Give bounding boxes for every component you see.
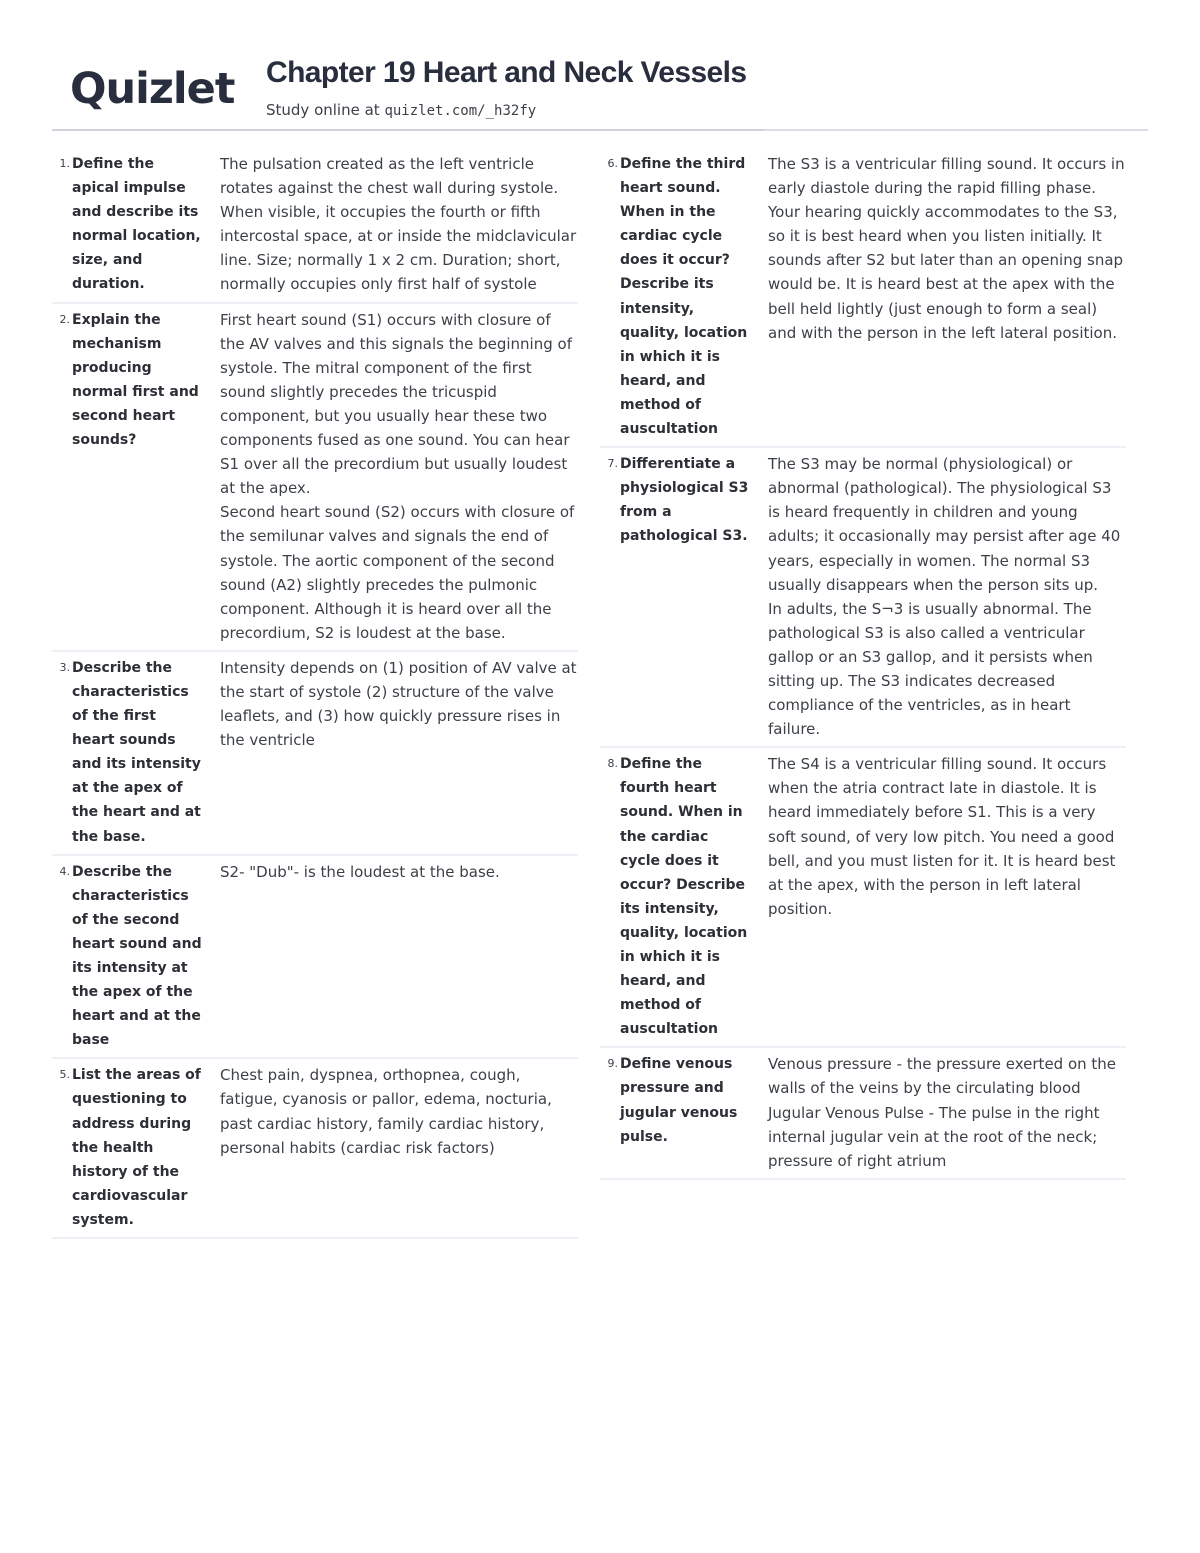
card-definition: The S3 may be normal (physiological) or abnormal (pathological). The physiological S3 is heard frequently in children and young adults; it occasionally may persist after age 40 years, especially in women. The normal S3 usually disappears when the person sits up. In adults, the S¬3 is usually abnormal. The pathological S3 is also called a ventricular gallop or an S3 gallop, and it persists when sitting up. The S3 indicates decreased compliance of the ventricles, as in heart failure. <box>768 455 1121 739</box>
flashcard-2 <box>52 304 578 652</box>
card-term: Describe the characteristics of the second heart sound and its intensity at the apex of the heart and at the base <box>72 863 202 1049</box>
card-definition: Intensity depends on (1) position of AV valve at the start of systole (2) structure of the valve leaflets, and (3) how quickly pressure rises in the ventricle <box>220 658 577 750</box>
card-term: List the areas of questioning to address during the health history of the cardiovascular system. <box>72 1067 201 1228</box>
subtitle-prefix: Study online at <box>266 101 380 119</box>
card-term: Explain the mechanism producing normal first and second heart sounds? <box>72 311 199 449</box>
card-term: Define the third heart sound. When in the cardiac cycle does it occur? Describe its intensity, quality, location in which it is heard, and method of auscultation <box>620 156 748 438</box>
right-column <box>600 148 1126 1180</box>
card-definition: S2- "Dub"- is the loudest at the base. <box>220 862 500 881</box>
study-online-link[interactable]: quizlet.com/_h32fy <box>384 103 537 119</box>
header-divider <box>52 129 1148 131</box>
card-definition: The S3 is a ventricular filling sound. It occurs in early diastole during the rapid filling phase. Your hearing quickly accommodates to the S3, so it is best heard when you listen initially. It sounds after S2 but later than an opening snap would be. It is heard best at the apex with the bell held lightly (just enough to form a seal) and with the person in the left lateral position. <box>768 155 1125 342</box>
quizlet-logo[interactable]: Quizlet <box>70 64 235 114</box>
card-number: 7. <box>607 457 618 471</box>
card-number: 1. <box>59 157 70 170</box>
flashcard-7 <box>600 448 1126 748</box>
flashcard-1 <box>52 148 578 304</box>
left-column <box>52 148 578 1239</box>
card-definition: First heart sound (S1) occurs with closure of the AV valves and this signals the beginning of systole. The mitral component of the first sound slightly precedes the tricuspid component, but you usually hear these two components fused as one sound. You can hear S1 over all the precordium but usually loudest at the apex. Second heart sound (S2) occurs with closure of the semilunar valves and signals the end of systole. The aortic component of the second sound (A2) slightly precedes the pulmonic component. Although it is heard over all the precordium, S2 is loudest at the base. <box>220 310 575 642</box>
card-number: 9. <box>607 1057 618 1071</box>
card-definition: The pulsation created as the left ventricle rotates against the chest wall during systole. When visible, it occupies the fourth or fifth intercostal space, at or inside the midclavicular line. Size; normally 1 x 2 cm. Duration; short, normally occupies only first half of systole <box>220 155 577 294</box>
card-number: 4. <box>59 864 70 878</box>
flashcard-8 <box>600 748 1126 1048</box>
card-definition: The S4 is a ventricular filling sound. It occurs when the atria contract late in diastole. It is heard immediately before S1. This is a very soft sound, of very low pitch. You need a good bell, and you must listen for it. It is heard best at the apex, with the person in left lateral position. <box>768 755 1116 918</box>
card-number: 8. <box>607 757 618 771</box>
study-online-line <box>266 101 536 119</box>
flashcard-3 <box>52 652 578 856</box>
card-term: Differentiate a physiological S3 from a pathological S3. <box>620 456 749 545</box>
card-term: Describe the characteristics of the first heart sounds and its intensity at the apex of the heart and at the base. <box>72 659 201 845</box>
flashcard-9 <box>600 1048 1126 1179</box>
card-term: Define venous pressure and jugular venous pulse. <box>620 1056 738 1145</box>
page-title: Chapter 19 Heart and Neck Vessels <box>266 56 747 89</box>
card-number: 6. <box>607 157 618 170</box>
page-header <box>0 0 1200 140</box>
flashcard-4 <box>52 856 578 1060</box>
card-number: 5. <box>59 1068 70 1082</box>
card-definition: Chest pain, dyspnea, orthopnea, cough, fatigue, cyanosis or pallor, edema, nocturia, past cardiac history, family cardiac history, personal habits (cardiac risk factors) <box>220 1066 552 1157</box>
flashcard-6 <box>600 148 1126 448</box>
card-number: 2. <box>59 312 70 326</box>
flashcard-5 <box>52 1059 578 1239</box>
card-term: Define the apical impulse and describe its normal location, size, and duration. <box>72 156 201 293</box>
card-definition: Venous pressure - the pressure exerted on the walls of the veins by the circulating blood Jugular Venous Pulse - The pulse in the right internal jugular vein at the root of the neck; pressure of right atrium <box>768 1055 1117 1170</box>
card-number: 3. <box>59 660 70 674</box>
card-term: Define the fourth heart sound. When in the cardiac cycle does it occur? Describe its intensity, quality, location in which it is heard, and method of auscultation <box>620 756 748 1038</box>
